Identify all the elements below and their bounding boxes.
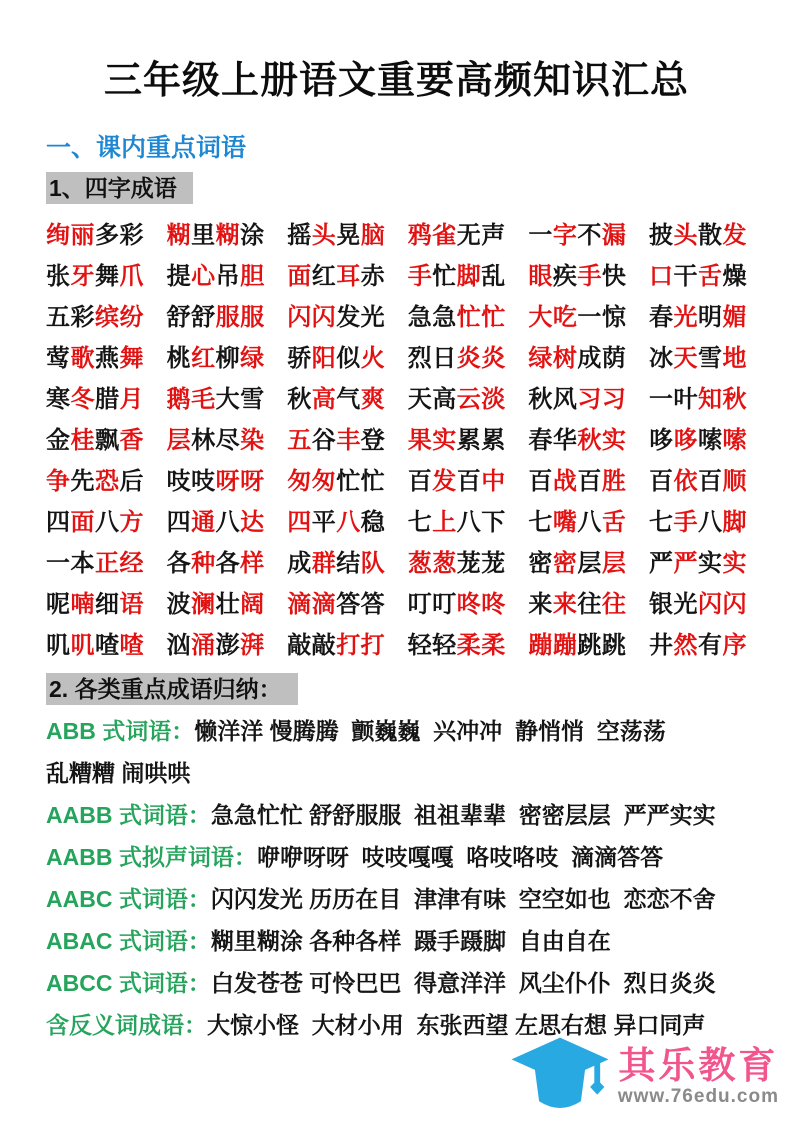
idiom-word: 口干舌燥: [648, 263, 747, 290]
idiom-word: 哆哆嗦嗦: [648, 427, 747, 454]
idiom-word: 糊里糊涂: [166, 222, 265, 249]
subsection1-header: 1、四字成语: [46, 172, 193, 204]
category-line: [46, 878, 747, 920]
idiom-word: 面红耳赤: [287, 263, 386, 290]
category-line: [46, 836, 747, 878]
idiom-grid: [46, 212, 747, 663]
idiom-word: 密密层层: [528, 550, 627, 577]
idiom-word: 叮叮咚咚: [407, 591, 506, 618]
idiom-row: [46, 622, 747, 663]
idiom-word: 一叶知秋: [648, 386, 747, 413]
page-title: 三年级上册语文重要高频知识汇总: [103, 60, 689, 102]
idiom-word: 秋风习习: [528, 386, 627, 413]
idiom-word: 汹涌澎湃: [166, 632, 265, 659]
category-words: 闪闪发光 历历在目 津津有味 空空如也 恋恋不舍: [210, 886, 716, 912]
category-label: AABB 式词语：: [46, 802, 211, 828]
idiom-row: [46, 294, 747, 335]
category-label: ABCC 式词语：: [46, 970, 211, 996]
idiom-word: 四面八方: [46, 509, 144, 536]
idiom-row: [46, 253, 747, 294]
idiom-word: 葱葱茏茏: [407, 550, 506, 577]
idiom-word: 春华秋实: [528, 427, 627, 454]
idiom-word: 层林尽染: [166, 427, 265, 454]
brand-name: 其乐教育: [618, 1045, 779, 1086]
category-label: ABB 式词语：: [46, 718, 195, 744]
idiom-word: 百战百胜: [528, 468, 627, 495]
idiom-word: 百依百顺: [648, 468, 747, 495]
idiom-word: 手忙脚乱: [407, 263, 506, 290]
category-words: 糊里糊涂 各种各样 蹑手蹑脚 自由自在: [210, 928, 611, 954]
category-words: 咿咿呀呀 吱吱嘎嘎 咯吱咯吱 滴滴答答: [256, 844, 664, 870]
idiom-word: 果实累累: [407, 427, 506, 454]
logo-text-block: [618, 1046, 779, 1108]
section1-heading: 一、课内重点词语: [46, 134, 247, 162]
idiom-row: [46, 581, 747, 622]
idiom-word: 争先恐后: [46, 468, 144, 495]
idiom-row: [46, 417, 747, 458]
subsection2-header: 2. 各类重点成语归纳：: [46, 673, 298, 705]
category-label: 含反义词成语：: [46, 1012, 207, 1038]
idiom-word: 四通八达: [166, 509, 265, 536]
idiom-word: 秋高气爽: [287, 386, 386, 413]
idiom-word: 寒冬腊月: [46, 386, 144, 413]
brand-url: www.76edu.com: [617, 1086, 779, 1107]
idiom-word: 叽叽喳喳: [46, 632, 144, 659]
idiom-word: 张牙舞爪: [46, 263, 144, 290]
idiom-word: 摇头晃脑: [287, 222, 386, 249]
brand-logo: [508, 1036, 779, 1118]
idiom-word: 波澜壮阔: [166, 591, 265, 618]
idiom-word: 眼疾手快: [528, 263, 627, 290]
idiom-word: 鸦雀无声: [407, 222, 506, 249]
idiom-row: [46, 376, 747, 417]
category-list: [46, 710, 747, 1046]
idiom-word: 七手八脚: [648, 509, 747, 536]
idiom-row: [46, 499, 747, 540]
idiom-word: 四平八稳: [287, 509, 386, 536]
idiom-word: 闪闪发光: [287, 304, 386, 331]
content-area: [0, 134, 793, 1046]
idiom-word: 五谷丰登: [287, 427, 386, 454]
idiom-word: 披头散发: [648, 222, 747, 249]
idiom-row: [46, 458, 747, 499]
idiom-word: 严严实实: [648, 550, 747, 577]
category-line: [46, 962, 747, 1004]
graduation-cap-icon: [508, 1036, 612, 1118]
idiom-word: 一字不漏: [528, 222, 627, 249]
idiom-word: 烈日炎炎: [407, 345, 506, 372]
idiom-word: 百发百中: [407, 468, 506, 495]
idiom-word: 冰天雪地: [648, 345, 747, 372]
category-label: AABB 式拟声词语：: [46, 844, 257, 870]
idiom-row: [46, 212, 747, 253]
idiom-word: 蹦蹦跳跳: [528, 632, 627, 659]
idiom-word: 一本正经: [46, 550, 144, 577]
idiom-word: 骄阳似火: [287, 345, 386, 372]
idiom-word: 大吃一惊: [528, 304, 627, 331]
idiom-word: 莺歌燕舞: [46, 345, 144, 372]
idiom-word: 匆匆忙忙: [287, 468, 386, 495]
idiom-word: 舒舒服服: [166, 304, 265, 331]
idiom-word: 吱吱呀呀: [166, 468, 265, 495]
idiom-word: 鹅毛大雪: [166, 386, 265, 413]
idiom-word: 金桂飘香: [46, 427, 144, 454]
idiom-word: 敲敲打打: [287, 632, 386, 659]
idiom-word: 成群结队: [287, 550, 386, 577]
idiom-word: 来来往往: [528, 591, 627, 618]
idiom-word: 七嘴八舌: [528, 509, 627, 536]
idiom-word: 轻轻柔柔: [407, 632, 506, 659]
idiom-word: 急急忙忙: [407, 304, 506, 331]
idiom-word: 七上八下: [407, 509, 506, 536]
category-words-overflow: 乱糟糟 闹哄哄: [46, 760, 191, 786]
idiom-word: 呢喃细语: [46, 591, 144, 618]
idiom-word: 绿树成荫: [528, 345, 627, 372]
idiom-row: [46, 540, 747, 581]
category-words: 懒洋洋 慢腾腾 颤巍巍 兴冲冲 静悄悄 空荡荡: [194, 718, 666, 744]
idiom-word: 桃红柳绿: [166, 345, 265, 372]
category-line: [46, 710, 747, 794]
idiom-word: 井然有序: [648, 632, 747, 659]
category-label: ABAC 式词语：: [46, 928, 211, 954]
idiom-row: [46, 335, 747, 376]
idiom-word: 各种各样: [166, 550, 265, 577]
category-label: AABC 式词语：: [46, 886, 211, 912]
category-line: [46, 794, 747, 836]
category-words: 大惊小怪 大材小用 东张西望 左思右想 异口同声: [207, 1012, 706, 1038]
idiom-word: 绚丽多彩: [46, 222, 144, 249]
idiom-word: 银光闪闪: [648, 591, 747, 618]
idiom-word: 提心吊胆: [166, 263, 265, 290]
idiom-word: 滴滴答答: [287, 591, 386, 618]
category-words: 急急忙忙 舒舒服服 祖祖辈辈 密密层层 严严实实: [210, 802, 716, 828]
category-line: [46, 920, 747, 962]
idiom-word: 天高云淡: [407, 386, 506, 413]
idiom-word: 春光明媚: [648, 304, 747, 331]
idiom-word: 五彩缤纷: [46, 304, 144, 331]
category-words: 白发苍苍 可怜巴巴 得意洋洋 风尘仆仆 烈日炎炎: [210, 970, 716, 996]
